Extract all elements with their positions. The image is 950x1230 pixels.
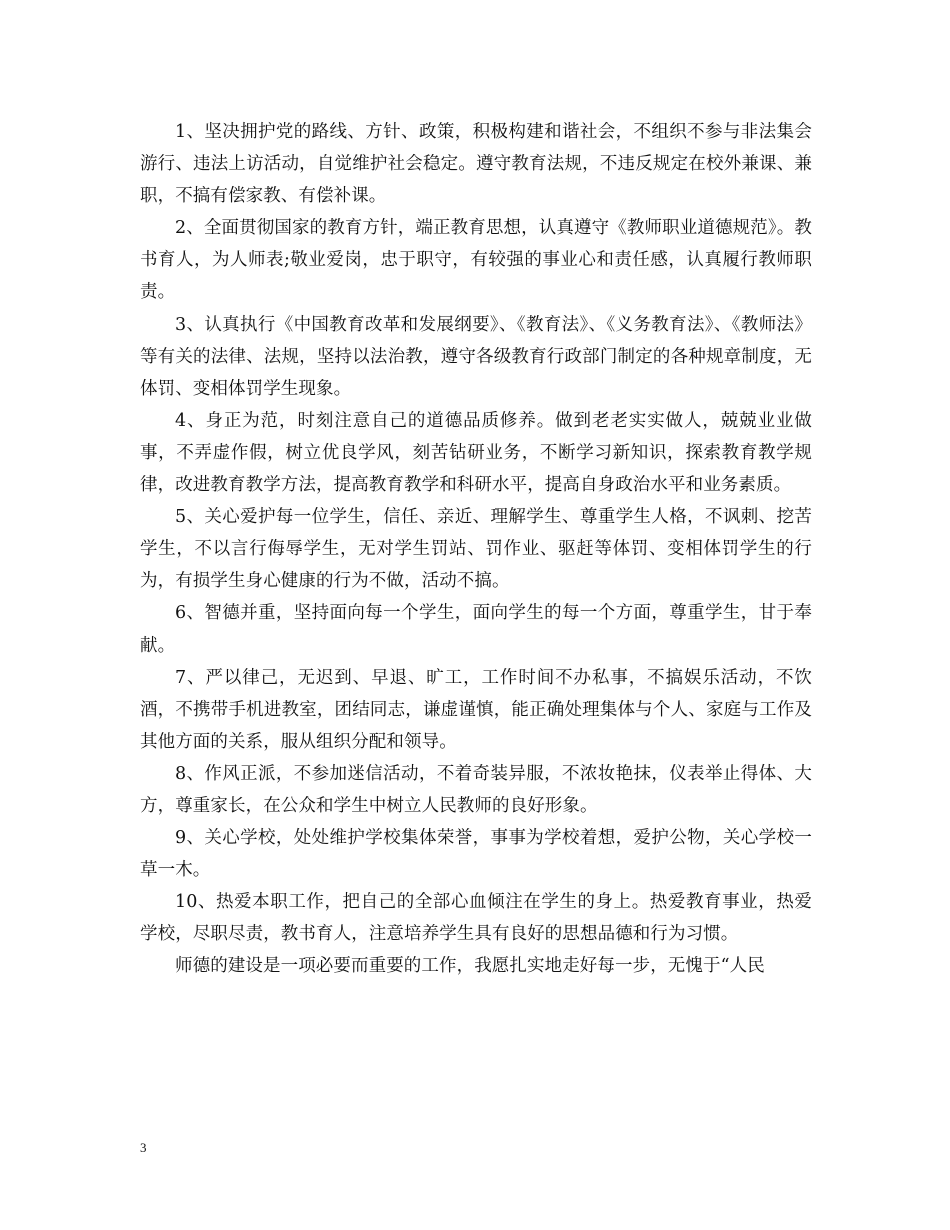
paragraph-item-7: 7、严以律己，无迟到、早退、旷工，工作时间不办私事，不搞娱乐活动，不饮酒，不携带手机进教室，团结同志，谦虚谨慎，能正确处理集体与个人、家庭与工作及其他方面的关系，服从组织分配和领导。 <box>140 667 812 752</box>
paragraph-item-2: 2、全面贯彻国家的教育方针，端正教育思想，认真遵守《教师职业道德规范》。教书育人，为人师表;敬业爱岗，忠于职守，有较强的事业心和责任感，认真履行教师职责。 <box>140 218 812 303</box>
paragraph-item-5: 5、关心爱护每一位学生，信任、亲近、理解学生、尊重学生人格，不讽刺、挖苦学生，不以言行侮辱学生，无对学生罚站、罚作业、驱赶等体罚、变相体罚学生的行为，有损学生身心健康的行为不做，活动不搞。 <box>140 507 812 592</box>
paragraph-closing: 师德的建设是一项必要而重要的工作，我愿扎实地走好每一步，无愧于“人民 <box>175 956 765 977</box>
page-number: 3 <box>140 1140 147 1155</box>
paragraph-item-4: 4、身正为范，时刻注意自己的道德品质修养。做到老老实实做人，兢兢业业做事，不弄虚作假，树立优良学风，刻苦钻研业务，不断学习新知识，探索教育教学规律，改进教育教学方法，提高教育教学和科研水平，提高自身政治水平和业务素质。 <box>140 410 812 496</box>
paragraph-item-10: 10、热爱本职工作，把自己的全部心血倾注在学生的身上。热爱教育事业，热爱学校，尽职尽责，教书育人，注意培养学生具有良好的思想品德和行为习惯。 <box>140 892 812 945</box>
paragraph-item-8: 8、作风正派，不参加迷信活动，不着奇装异服，不浓妆艳抹，仪表举止得体、大方，尊重家长，在公众和学生中树立人民教师的良好形象。 <box>140 763 812 816</box>
paragraph-item-9: 9、关心学校，处处维护学校集体荣誉，事事为学校着想，爱护公物，关心学校一草一木。 <box>140 828 812 881</box>
paragraph-item-6: 6、智德并重，坚持面向每一个学生，面向学生的每一个方面，尊重学生，甘于奉献。 <box>140 603 812 656</box>
paragraph-item-1: 1、坚决拥护党的路线、方针、政策，积极构建和谐社会，不组织不参与非法集会游行、违法上访活动，自觉维护社会稳定。遵守教育法规，不违反规定在校外兼课、兼职，不搞有偿家教、有偿补课。 <box>140 122 812 207</box>
document-body <box>140 116 812 983</box>
paragraph-item-3: 3、认真执行《中国教育改革和发展纲要》、《教育法》、《义务教育法》、《教师法》等有关的法律、法规，坚持以法治教，遵守各级教育行政部门制定的各种规章制度，无体罚、变相体罚学生现象。 <box>140 314 812 399</box>
